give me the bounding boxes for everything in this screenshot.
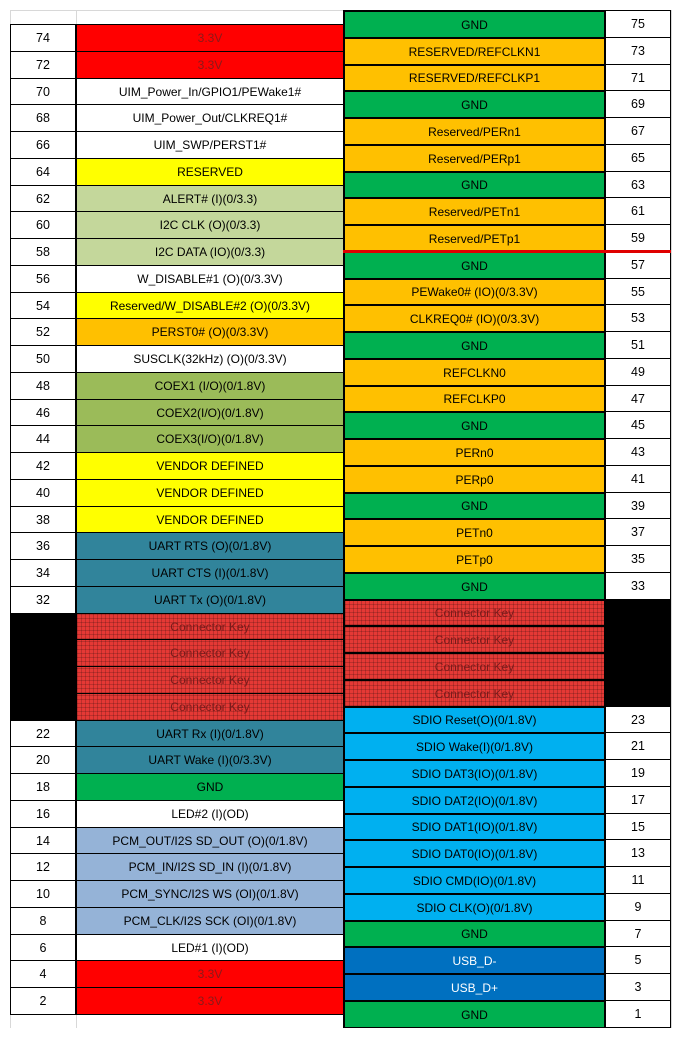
- right-signal-cell: SDIO DAT0(IO)(0/1.8V): [343, 839, 605, 867]
- left-signal-cell: 3.3V: [76, 24, 344, 52]
- right-signal-cell: USB_D+: [343, 973, 605, 1001]
- left-pin-number: 54: [10, 292, 76, 319]
- right-signal-cell: RESERVED/REFCLKN1: [343, 37, 605, 65]
- left-pin-number: 64: [10, 158, 76, 186]
- connector-key-cell: Connector Key: [343, 652, 605, 680]
- left-signal-cell: UIM_SWP/PERST1#: [76, 131, 344, 159]
- connector-key-cell: Connector Key: [76, 639, 344, 667]
- left-pin-number: 22: [10, 720, 76, 747]
- left-pin-number: 56: [10, 265, 76, 293]
- right-pin-number: 45: [605, 411, 671, 439]
- right-pin-number: 11: [605, 866, 671, 894]
- left-pin-number: 18: [10, 773, 76, 801]
- connector-key-block: [605, 679, 671, 707]
- left-pin-number: 2: [10, 987, 76, 1015]
- left-signal-cell: COEX2(I/O)(0/1.8V): [76, 399, 344, 426]
- right-signal-cell: REFCLKP0: [343, 385, 605, 412]
- left-pin-number: 34: [10, 559, 76, 587]
- right-signal-cell: REFCLKN0: [343, 358, 605, 386]
- left-signal-cell: VENDOR DEFINED: [76, 506, 344, 533]
- connector-key-cell: Connector Key: [343, 625, 605, 653]
- left-pin-number: 74: [10, 24, 76, 52]
- right-pin-number: 67: [605, 117, 671, 145]
- left-pin-number: 6: [10, 934, 76, 961]
- left-pin-number: 8: [10, 907, 76, 935]
- left-signal-cell: Reserved/W_DISABLE#2 (O)(0/3.3V): [76, 292, 344, 319]
- right-pin-number: 47: [605, 385, 671, 412]
- right-pin-number: 7: [605, 920, 671, 947]
- left-pin-number: 60: [10, 211, 76, 239]
- left-signal-cell: I2C CLK (O)(0/3.3): [76, 211, 344, 239]
- right-pin-number: 19: [605, 759, 671, 787]
- right-signal-cell: PETn0: [343, 518, 605, 546]
- left-signal-cell: PCM_OUT/I2S SD_OUT (O)(0/1.8V): [76, 827, 344, 854]
- right-pin-number: 3: [605, 973, 671, 1001]
- right-signal-cell: SDIO Reset(O)(0/1.8V): [343, 706, 605, 733]
- left-signal-cell: LED#1 (I)(OD): [76, 934, 344, 961]
- right-pin-number: 75: [605, 10, 671, 38]
- connector-key-block: [605, 652, 671, 680]
- gridline-vertical: [671, 10, 672, 1028]
- right-signal-cell: GND: [343, 920, 605, 947]
- right-signal-cell: PERp0: [343, 465, 605, 493]
- connector-key-cell: Connector Key: [76, 613, 344, 640]
- right-signal-cell: GND: [343, 90, 605, 118]
- left-pin-number: 36: [10, 532, 76, 560]
- right-signal-cell: Reserved/PERn1: [343, 117, 605, 145]
- left-signal-cell: 3.3V: [76, 960, 344, 988]
- right-pin-number: 5: [605, 946, 671, 974]
- right-signal-cell: PETp0: [343, 545, 605, 573]
- left-signal-cell: SUSCLK(32kHz) (O)(0/3.3V): [76, 345, 344, 373]
- right-signal-cell: CLKREQ0# (IO)(0/3.3V): [343, 304, 605, 332]
- left-signal-cell: UIM_Power_Out/CLKREQ1#: [76, 104, 344, 132]
- right-signal-cell: PEWake0# (IO)(0/3.3V): [343, 278, 605, 305]
- right-pin-number: 71: [605, 64, 671, 91]
- left-pin-number: 72: [10, 51, 76, 79]
- right-signal-cell: SDIO DAT2(IO)(0/1.8V): [343, 786, 605, 814]
- connector-key-cell: Connector Key: [343, 679, 605, 707]
- right-pin-number: 21: [605, 732, 671, 760]
- right-signal-cell: Reserved/PERp1: [343, 144, 605, 172]
- right-pin-number: 33: [605, 572, 671, 600]
- left-signal-cell: PERST0# (O)(0/3.3V): [76, 318, 344, 346]
- left-pin-number: 68: [10, 104, 76, 132]
- connector-key-block: [10, 693, 76, 721]
- left-signal-cell: UART Wake (I)(0/3.3V): [76, 746, 344, 774]
- left-signal-cell: ALERT# (I)(0/3.3): [76, 185, 344, 212]
- left-pin-number: 48: [10, 372, 76, 400]
- left-pin-number: 70: [10, 78, 76, 105]
- left-pin-number: 62: [10, 185, 76, 212]
- right-pin-number: 51: [605, 331, 671, 359]
- right-pin-number: 53: [605, 304, 671, 332]
- right-signal-cell: RESERVED/REFCLKP1: [343, 64, 605, 91]
- left-signal-cell: UIM_Power_In/GPIO1/PEWake1#: [76, 78, 344, 105]
- left-pin-number: 50: [10, 345, 76, 373]
- connector-key-block: [605, 625, 671, 653]
- left-pin-number: 20: [10, 746, 76, 774]
- red-separator-line: [343, 250, 671, 253]
- right-signal-cell: SDIO DAT1(IO)(0/1.8V): [343, 813, 605, 840]
- left-signal-cell: 3.3V: [76, 987, 344, 1015]
- right-signal-cell: PERn0: [343, 438, 605, 466]
- left-signal-cell: GND: [76, 773, 344, 801]
- right-signal-cell: USB_D-: [343, 946, 605, 974]
- left-signal-cell: UART RTS (O)(0/1.8V): [76, 532, 344, 560]
- left-signal-cell: VENDOR DEFINED: [76, 479, 344, 507]
- gridline-horizontal: [10, 10, 344, 11]
- right-pin-number: 57: [605, 251, 671, 279]
- left-signal-cell: PCM_IN/I2S SD_IN (I)(0/1.8V): [76, 853, 344, 881]
- left-pin-number: 12: [10, 853, 76, 881]
- connector-key-block: [10, 666, 76, 694]
- right-pin-number: 55: [605, 278, 671, 305]
- right-signal-cell: SDIO DAT3(IO)(0/1.8V): [343, 759, 605, 787]
- left-pin-number: 32: [10, 586, 76, 614]
- left-pin-number: 38: [10, 506, 76, 533]
- left-signal-cell: VENDOR DEFINED: [76, 452, 344, 480]
- right-pin-number: 65: [605, 144, 671, 172]
- left-pin-number: 40: [10, 479, 76, 507]
- right-signal-cell: GND: [343, 331, 605, 359]
- connector-key-block: [10, 613, 76, 640]
- right-signal-cell: SDIO CLK(O)(0/1.8V): [343, 893, 605, 921]
- right-pin-number: 73: [605, 37, 671, 65]
- left-signal-cell: 3.3V: [76, 51, 344, 79]
- left-signal-cell: PCM_SYNC/I2S WS (OI)(0/1.8V): [76, 880, 344, 908]
- right-pin-number: 17: [605, 786, 671, 814]
- right-pin-number: 13: [605, 839, 671, 867]
- left-pin-number: 4: [10, 960, 76, 988]
- right-signal-cell: Reserved/PETn1: [343, 197, 605, 225]
- left-pin-number: 44: [10, 425, 76, 453]
- connector-key-cell: Connector Key: [76, 693, 344, 721]
- right-signal-cell: Reserved/PETp1: [343, 224, 605, 252]
- right-pin-number: 43: [605, 438, 671, 466]
- right-signal-cell: GND: [343, 572, 605, 600]
- right-signal-cell: GND: [343, 1000, 605, 1028]
- left-signal-cell: I2C DATA (IO)(0/3.3): [76, 238, 344, 266]
- right-pin-number: 69: [605, 90, 671, 118]
- left-pin-number: 46: [10, 399, 76, 426]
- left-pin-number: 66: [10, 131, 76, 159]
- right-pin-number: 37: [605, 518, 671, 546]
- right-pin-number: 61: [605, 197, 671, 225]
- left-signal-cell: COEX3(I/O)(0/1.8V): [76, 425, 344, 453]
- right-pin-number: 49: [605, 358, 671, 386]
- right-signal-cell: GND: [343, 251, 605, 279]
- left-pin-number: 42: [10, 452, 76, 480]
- right-pin-number: 9: [605, 893, 671, 921]
- left-signal-cell: UART Tx (O)(0/1.8V): [76, 586, 344, 614]
- right-pin-number: 41: [605, 465, 671, 493]
- left-signal-cell: UART Rx (I)(0/1.8V): [76, 720, 344, 747]
- right-pin-number: 1: [605, 1000, 671, 1028]
- left-pin-number: 58: [10, 238, 76, 266]
- left-pin-number: 10: [10, 880, 76, 908]
- connector-key-cell: Connector Key: [343, 599, 605, 626]
- right-pin-number: 39: [605, 492, 671, 519]
- right-signal-cell: GND: [343, 10, 605, 38]
- right-pin-number: 63: [605, 171, 671, 198]
- connector-key-block: [605, 599, 671, 626]
- right-pin-number: 59: [605, 224, 671, 252]
- left-signal-cell: UART CTS (I)(0/1.8V): [76, 559, 344, 587]
- left-signal-cell: W_DISABLE#1 (O)(0/3.3V): [76, 265, 344, 293]
- right-signal-cell: SDIO CMD(IO)(0/1.8V): [343, 866, 605, 894]
- right-signal-cell: GND: [343, 492, 605, 519]
- right-signal-cell: SDIO Wake(I)(0/1.8V): [343, 732, 605, 760]
- right-pin-number: 35: [605, 545, 671, 573]
- right-signal-cell: GND: [343, 411, 605, 439]
- left-pin-number: 14: [10, 827, 76, 854]
- left-pin-number: 52: [10, 318, 76, 346]
- left-signal-cell: PCM_CLK/I2S SCK (OI)(0/1.8V): [76, 907, 344, 935]
- left-signal-cell: LED#2 (I)(OD): [76, 800, 344, 828]
- connector-key-block: [10, 639, 76, 667]
- right-pin-number: 15: [605, 813, 671, 840]
- left-pin-number: 16: [10, 800, 76, 828]
- connector-key-cell: Connector Key: [76, 666, 344, 694]
- right-signal-cell: GND: [343, 171, 605, 198]
- left-signal-cell: RESERVED: [76, 158, 344, 186]
- right-pin-number: 23: [605, 706, 671, 733]
- left-signal-cell: COEX1 (I/O)(0/1.8V): [76, 372, 344, 400]
